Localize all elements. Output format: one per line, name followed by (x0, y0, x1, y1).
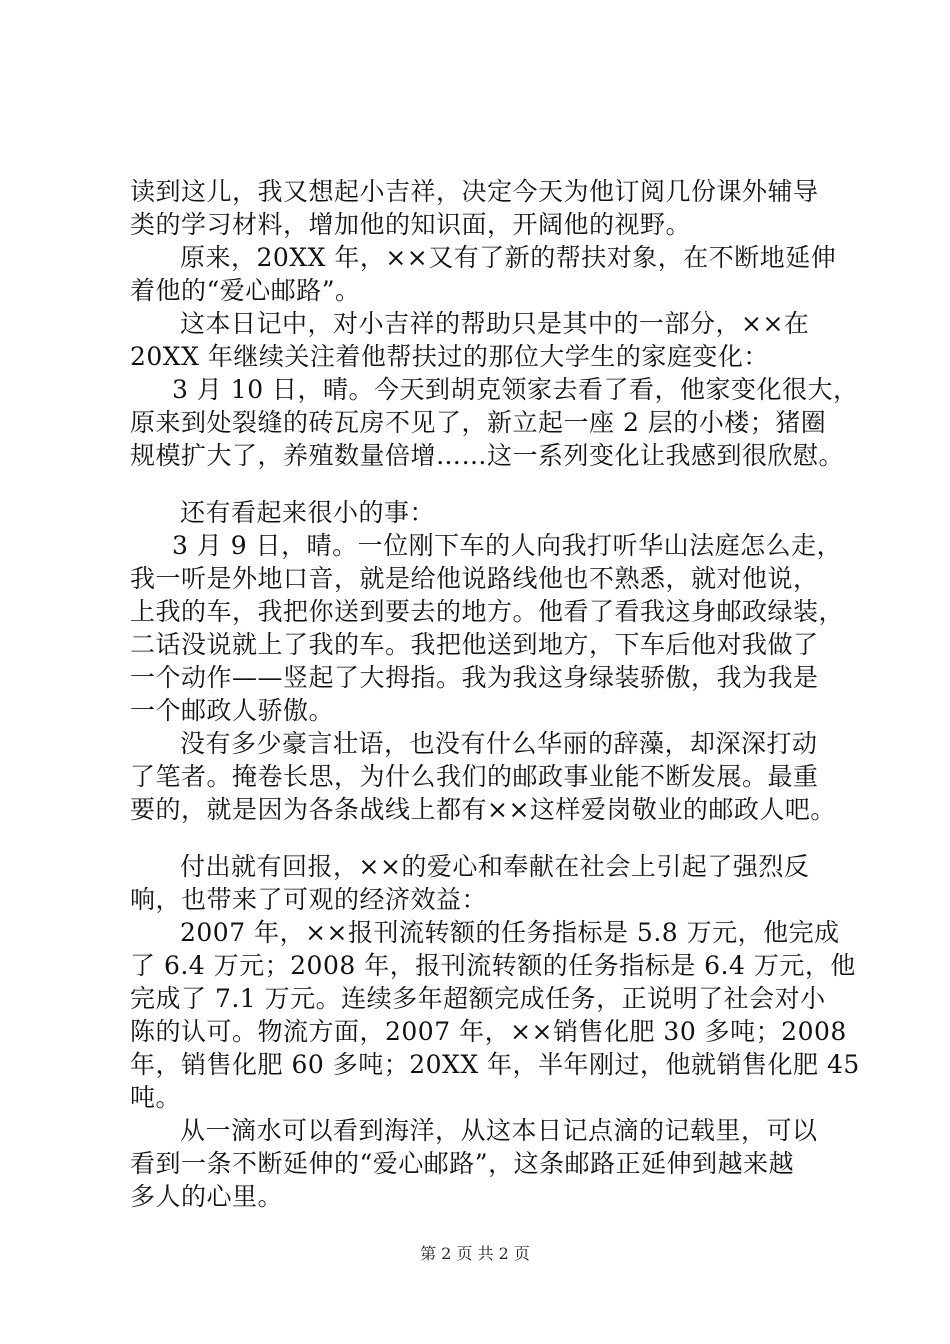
text-line: 类的学习材料，增加他的知识面，开阔他的视野。 (130, 210, 692, 239)
text-line: 规模扩大了，养殖数量倍增……这一系列变化让我感到很欣慰。 (130, 441, 845, 470)
text-line: 付出就有回报，××的爱心和奉献在社会上引起了强烈反 (180, 852, 810, 881)
text-line: 这本日记中，对小吉祥的帮助只是其中的一部分，××在 (180, 309, 810, 338)
text-line: 从一滴水可以看到海洋，从这本日记点滴的记载里，可以 (180, 1116, 818, 1145)
text-line: 一个动作——竖起了大拇指。我为我这身绿装骄傲，我为我是 (130, 663, 819, 692)
text-line: 20XX 年继续关注着他帮扶过的那位大学生的家庭变化： (130, 342, 769, 371)
text-line: 读到这儿，我又想起小吉祥，决定今天为他订阅几份课外辅导 (130, 177, 819, 206)
text-line: 2007 年，××报刊流转额的任务指标是 5.8 万元，他完成 (180, 918, 840, 947)
text-line: 上我的车，我把你送到要去的地方。他看了看我这身邮政绿装， (130, 597, 845, 626)
text-line: 看到一条不断延伸的“爱心邮路”，这条邮路正延伸到越来越 (130, 1149, 795, 1178)
text-line: 我一听是外地口音，就是给他说路线他也不熟悉，就对他说， (130, 564, 819, 593)
text-line: 原来，20XX 年，××又有了新的帮扶对象，在不断地延伸 (180, 243, 837, 272)
text-line: 还有看起来很小的事： (180, 498, 436, 527)
text-line: 完成了 7.1 万元。连续多年超额完成任务，正说明了社会对小 (130, 984, 826, 1013)
text-line: 没有多少豪言壮语，也没有什么华丽的辞藻，却深深打动 (180, 729, 818, 758)
text-line: 多人的心里。 (130, 1182, 284, 1211)
text-line: 了笔者。掩卷长思，为什么我们的邮政事业能不断发展。最重 (130, 762, 819, 791)
text-line: 要的，就是因为各条战线上都有××这样爱岗敬业的邮政人吧。 (130, 795, 836, 824)
text-line: 吨。 (130, 1083, 182, 1112)
text-line: 3 月 9 日，晴。一位刚下车的人向我打听华山法庭怎么走， (172, 531, 843, 560)
text-line: 原来到处裂缝的砖瓦房不见了，新立起一座 2 层的小楼；猪圈 (130, 408, 827, 437)
text-line: 陈的认可。物流方面，2007 年，××销售化肥 30 多吨；2008 (130, 1017, 847, 1046)
text-line: 了 6.4 万元；2008 年，报刊流转额的任务指标是 6.4 万元，他 (130, 951, 856, 980)
text-line: 二话没说就上了我的车。我把他送到地方，下车后他对我做了 (130, 630, 819, 659)
text-line: 一个邮政人骄傲。 (130, 696, 335, 725)
text-line: 年，销售化肥 60 多吨；20XX 年，半年刚过，他就销售化肥 45 (130, 1050, 860, 1079)
text-line: 响，也带来了可观的经济效益： (130, 885, 488, 914)
text-line: 3 月 10 日，晴。今天到胡克领家去看了看，他家变化很大， (172, 375, 859, 404)
page-footer: 第 2 页 共 2 页 (420, 1244, 530, 1263)
text-line: 着他的“爱心邮路”。 (130, 276, 361, 305)
